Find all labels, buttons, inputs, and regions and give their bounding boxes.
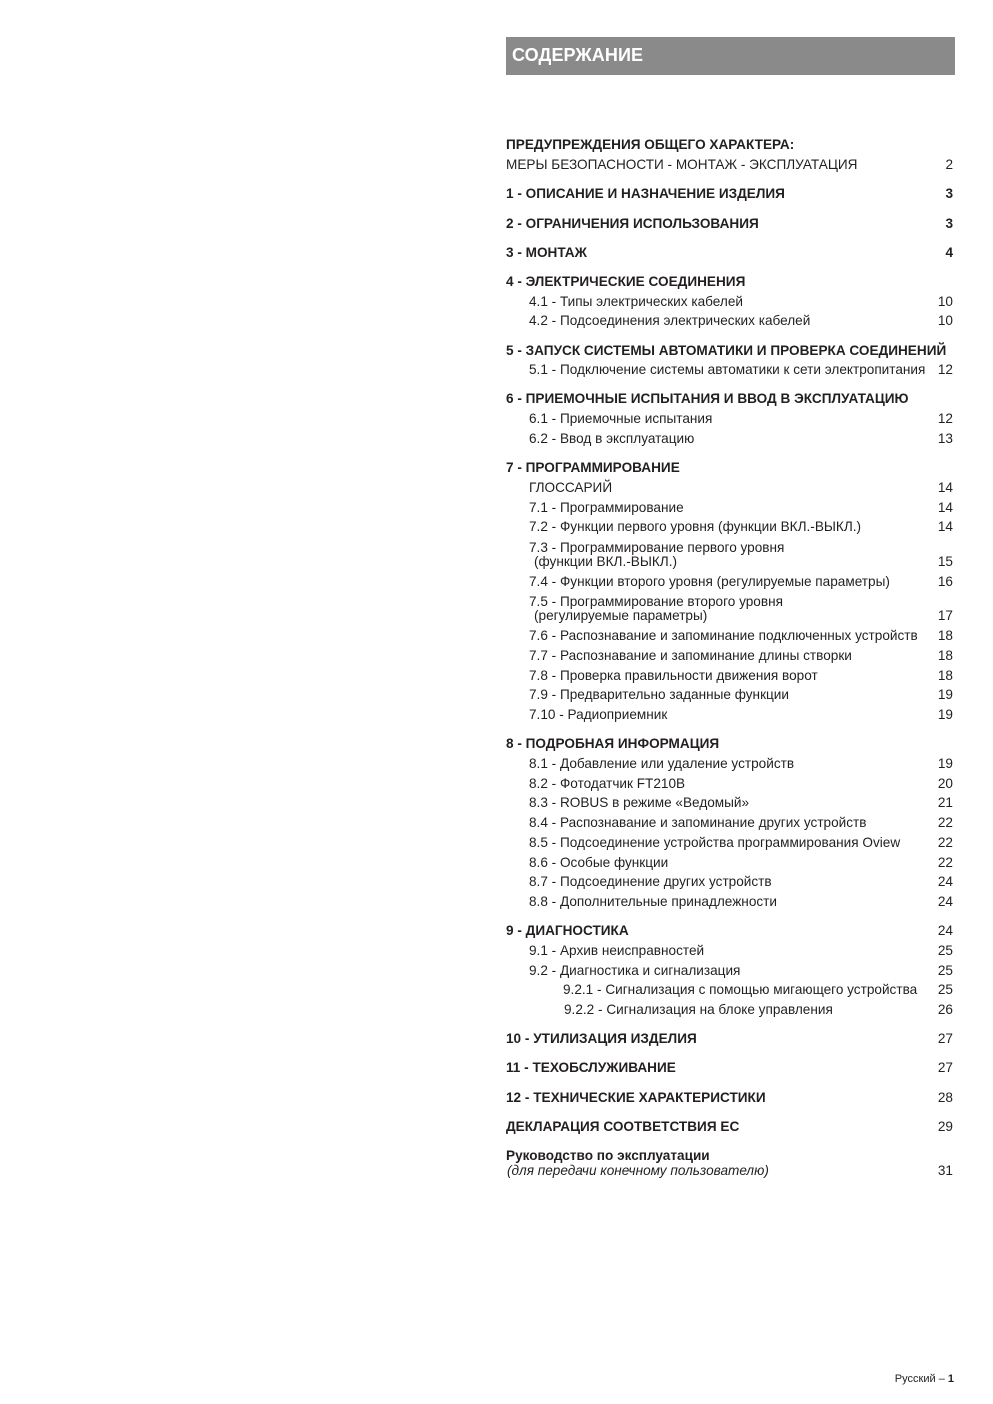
page-footer <box>895 1373 954 1386</box>
toc-entry-9-2-1[interactable] <box>506 982 953 998</box>
toc-entry-6-1[interactable] <box>506 411 953 427</box>
toc-label: 8.5 - Подсоединение устройства программирования Oview <box>529 835 901 850</box>
toc-section-7[interactable] <box>506 460 953 476</box>
toc-section-6[interactable] <box>506 391 953 407</box>
toc-label: 7.8 - Проверка правильности движения ворот <box>529 668 818 683</box>
footer-page-number: 1 <box>947 1373 954 1385</box>
toc-page: 22 <box>937 835 953 850</box>
toc-entry-7-8[interactable] <box>506 668 953 684</box>
toc-entry-8-3[interactable] <box>506 795 953 811</box>
toc-page: 15 <box>937 554 953 569</box>
toc-entry-9-2-2[interactable] <box>506 1002 953 1018</box>
toc-label: МЕРЫ БЕЗОПАСНОСТИ - МОНТАЖ - ЭКСПЛУАТАЦИЯ <box>506 157 858 172</box>
toc-entry-8-1[interactable] <box>506 756 953 772</box>
toc-label: 9.1 - Архив неисправностей <box>529 943 705 958</box>
toc-entry-7-2[interactable] <box>506 519 953 535</box>
toc-entry-7-9[interactable] <box>506 687 953 703</box>
toc-page: 24 <box>937 923 953 938</box>
toc-entry-8-2[interactable] <box>506 776 953 792</box>
toc-entry-8-7[interactable] <box>506 874 953 890</box>
toc-label: 8.3 - ROBUS в режиме «Ведомый» <box>529 795 750 810</box>
toc-label: 7 - ПРОГРАММИРОВАНИЕ <box>506 460 680 475</box>
toc-label: (для передачи конечному пользователю) <box>507 1163 769 1178</box>
toc-section-2[interactable] <box>506 216 953 232</box>
toc-page: 13 <box>937 431 953 446</box>
toc-page: 22 <box>937 815 953 830</box>
toc-label: ДЕКЛАРАЦИЯ СООТВЕТСТВИЯ ЕС <box>506 1119 740 1134</box>
contents-header-bar <box>506 37 955 75</box>
toc-entry-9-1[interactable] <box>506 943 953 959</box>
toc-entry-5-1[interactable] <box>506 362 953 378</box>
toc-label: ГЛОССАРИЙ <box>529 480 613 495</box>
toc-page: 27 <box>937 1060 953 1075</box>
toc-page: 21 <box>937 795 953 810</box>
toc-label: 5 - ЗАПУСК СИСТЕМЫ АВТОМАТИКИ И ПРОВЕРКА СОЕДИНЕНИЙ <box>506 343 947 358</box>
toc-label: 2 - ОГРАНИЧЕНИЯ ИСПОЛЬЗОВАНИЯ <box>506 216 759 231</box>
toc-label: 8 - ПОДРОБНАЯ ИНФОРМАЦИЯ <box>506 736 720 751</box>
toc-entry-glossary[interactable] <box>506 480 953 496</box>
toc-page: 19 <box>937 687 953 702</box>
toc-label: 4 - ЭЛЕКТРИЧЕСКИЕ СОЕДИНЕНИЯ <box>506 274 746 289</box>
toc-entry-4-2[interactable] <box>506 313 953 329</box>
toc-entry-8-6[interactable] <box>506 855 953 871</box>
footer-separator: – <box>938 1373 945 1385</box>
toc-page: 24 <box>937 874 953 889</box>
toc-page: 20 <box>937 776 953 791</box>
toc-page: 25 <box>937 982 953 997</box>
toc-section-user-manual[interactable] <box>506 1148 953 1164</box>
contents-title: СОДЕРЖАНИЕ <box>512 45 644 65</box>
toc-page: 18 <box>937 628 953 643</box>
toc-page: 12 <box>937 411 953 426</box>
toc-label: 8.4 - Распознавание и запоминание других устройств <box>529 815 867 830</box>
toc-label: 4.2 - Подсоединения электрических кабелей <box>529 313 811 328</box>
toc-label: 6 - ПРИЕМОЧНЫЕ ИСПЫТАНИЯ И ВВОД В ЭКСПЛУАТАЦИЮ <box>506 391 909 406</box>
toc-label: 7.1 - Программирование <box>529 500 684 515</box>
toc-entry-7-5-continued[interactable] <box>506 608 953 624</box>
toc-entry-6-2[interactable] <box>506 431 953 447</box>
toc-entry-8-5[interactable] <box>506 835 953 851</box>
toc-label: 7.9 - Предварительно заданные функции <box>529 687 789 702</box>
toc-page: 18 <box>937 668 953 683</box>
footer-language: Русский <box>894 1373 936 1385</box>
toc-page: 14 <box>937 480 953 495</box>
toc-label: 5.1 - Подключение системы автоматики к сети электропитания <box>529 362 926 377</box>
toc-page: 26 <box>937 1002 953 1017</box>
toc-page: 28 <box>937 1090 953 1105</box>
toc-entry-7-6[interactable] <box>506 628 953 644</box>
toc-entry-8-8[interactable] <box>506 894 953 910</box>
toc-entry-4-1[interactable] <box>506 294 953 310</box>
toc-page: 31 <box>937 1163 953 1178</box>
toc-page: 10 <box>937 313 953 328</box>
toc-label: 10 - УТИЛИЗАЦИЯ ИЗДЕЛИЯ <box>506 1031 697 1046</box>
toc-section-8[interactable] <box>506 736 953 752</box>
toc-section-5[interactable] <box>506 343 953 359</box>
toc-label: (регулируемые параметры) <box>534 608 708 623</box>
toc-section-1[interactable] <box>506 186 953 202</box>
toc-page: 16 <box>937 574 953 589</box>
toc-label: 7.5 - Программирование второго уровня <box>529 594 783 609</box>
toc-page: 18 <box>937 648 953 663</box>
toc-label: 9 - ДИАГНОСТИКА <box>506 923 629 938</box>
toc-label: 8.1 - Добавление или удаление устройств <box>529 756 795 771</box>
toc-page: 25 <box>937 963 953 978</box>
toc-label: 3 - МОНТАЖ <box>506 245 587 260</box>
toc-label: 11 - ТЕХОБСЛУЖИВАНИЕ <box>506 1060 676 1075</box>
toc-page: 10 <box>937 294 953 309</box>
toc-section-9[interactable] <box>506 923 953 939</box>
toc-label: 7.4 - Функции второго уровня (регулируемые параметры) <box>529 574 890 589</box>
toc-page: 19 <box>937 707 953 722</box>
toc-page: 19 <box>937 756 953 771</box>
toc-entry-7-10[interactable] <box>506 707 953 723</box>
toc-label: 7.6 - Распознавание и запоминание подключенных устройств <box>529 628 918 643</box>
toc-section-4[interactable] <box>506 274 953 290</box>
toc-label: 9.2.1 - Сигнализация с помощью мигающего устройства <box>563 982 918 997</box>
toc-page: 14 <box>937 500 953 515</box>
toc-entry-7-1[interactable] <box>506 500 953 516</box>
toc-section-general-warnings[interactable] <box>506 137 953 153</box>
toc-label: 7.7 - Распознавание и запоминание длины створки <box>529 648 852 663</box>
toc-entry-safety-measures[interactable] <box>506 157 953 173</box>
toc-page: 4 <box>945 245 953 260</box>
toc-label: 7.3 - Программирование первого уровня <box>529 540 785 555</box>
toc-page: 29 <box>937 1119 953 1134</box>
toc-entry-7-4[interactable] <box>506 574 953 590</box>
toc-section-ec-declaration[interactable] <box>506 1119 953 1135</box>
toc-section-3[interactable] <box>506 245 953 261</box>
toc-label: 8.7 - Подсоединение других устройств <box>529 874 772 889</box>
toc-label: 8.2 - Фотодатчик FT210B <box>529 776 686 791</box>
toc-page: 2 <box>945 157 953 172</box>
toc-page: 3 <box>945 216 953 231</box>
toc-page: 27 <box>937 1031 953 1046</box>
toc-section-10[interactable] <box>506 1031 953 1047</box>
toc-page: 22 <box>937 855 953 870</box>
toc-page: 14 <box>937 519 953 534</box>
toc-label: 12 - ТЕХНИЧЕСКИЕ ХАРАКТЕРИСТИКИ <box>506 1090 766 1105</box>
toc-entry-user-manual-note[interactable] <box>506 1163 953 1179</box>
toc-page: 25 <box>937 943 953 958</box>
toc-label: (функции ВКЛ.-ВЫКЛ.) <box>534 554 678 569</box>
toc-label: 8.8 - Дополнительные принадлежности <box>529 894 777 909</box>
toc-page: 12 <box>937 362 953 377</box>
toc-label: 6.1 - Приемочные испытания <box>529 411 713 426</box>
toc-label: 7.2 - Функции первого уровня (функции ВКЛ.-ВЫКЛ.) <box>529 519 862 534</box>
toc-page: 17 <box>937 608 953 623</box>
toc-section-12[interactable] <box>506 1090 953 1106</box>
toc-section-11[interactable] <box>506 1060 953 1076</box>
toc-label: 7.10 - Радиоприемник <box>529 707 668 722</box>
toc-label: 4.1 - Типы электрических кабелей <box>529 294 743 309</box>
toc-label: Руководство по эксплуатации <box>506 1148 710 1163</box>
toc-entry-9-2[interactable] <box>506 963 953 979</box>
toc-label: 6.2 - Ввод в эксплуатацию <box>529 431 695 446</box>
toc-page: 3 <box>945 186 953 201</box>
toc-label: ПРЕДУПРЕЖДЕНИЯ ОБЩЕГО ХАРАКТЕРА: <box>506 137 795 152</box>
toc-page: 24 <box>937 894 953 909</box>
toc-entry-7-3-continued[interactable] <box>506 554 953 570</box>
toc-label: 9.2.2 - Сигнализация на блоке управления <box>564 1002 833 1017</box>
toc-label: 9.2 - Диагностика и сигнализация <box>529 963 741 978</box>
toc-label: 1 - ОПИСАНИЕ И НАЗНАЧЕНИЕ ИЗДЕЛИЯ <box>506 186 785 201</box>
toc-entry-8-4[interactable] <box>506 815 953 831</box>
toc-label: 8.6 - Особые функции <box>529 855 669 870</box>
toc-entry-7-7[interactable] <box>506 648 953 664</box>
